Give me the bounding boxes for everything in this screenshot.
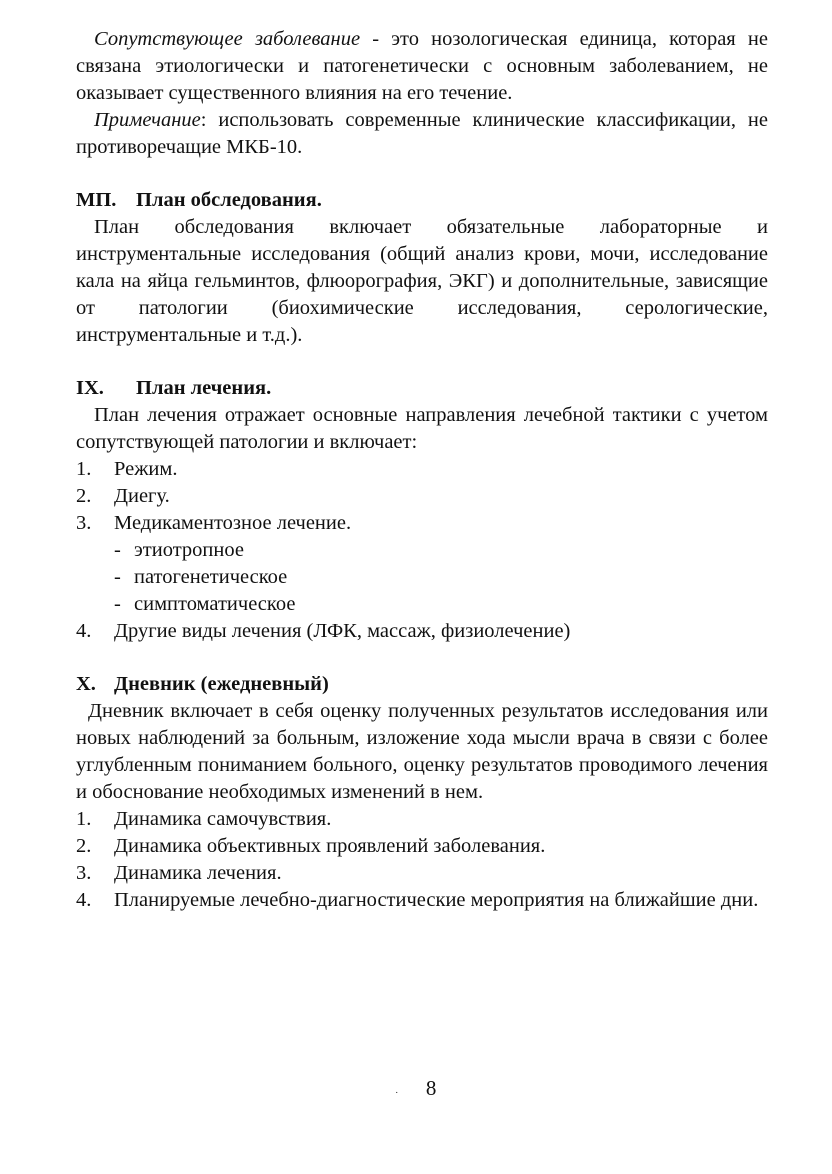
note-paragraph <box>76 107 768 161</box>
note-text: : использовать современные клинические классификации, не противоречащие МКБ-10. <box>76 109 768 158</box>
spacer <box>76 645 768 671</box>
section-9-heading <box>76 375 768 402</box>
section-10-heading <box>76 671 768 698</box>
concomitant-paragraph <box>76 26 768 107</box>
sublist-item: - симптоматическое <box>114 593 296 615</box>
section-10-title: Дневник (ежедневный) <box>114 673 329 695</box>
spacer <box>76 161 768 187</box>
page-number: 8 <box>425 1076 437 1100</box>
section-10-number: X. <box>76 673 96 695</box>
concomitant-text: - это нозологическая единица, которая не связана этиологически и патогенетически с основным заболеванием, не оказывает существенного влияния на его течение. <box>76 28 768 104</box>
sublist-item: - этиотропное <box>114 539 244 561</box>
section-8-title: План обследования. <box>136 189 322 211</box>
medication-sublist <box>76 537 768 618</box>
section-9-number: IX. <box>76 377 104 399</box>
sublist-item: - патогенетическое <box>114 566 288 588</box>
note-term: Примечание <box>94 109 201 131</box>
spacer <box>76 349 768 375</box>
diary-list <box>76 806 768 914</box>
list-item: 1. Динамика самочувствия. <box>76 808 332 830</box>
section-8-text: План обследования включает обязательные лабораторные и инструментальные исследования (общий анализ крови, мочи, исследование кала на яйца гельминтов, флюорография, ЭКГ) и дополнительные, зависящие от патологии (биохимические исследования, серологические, инструментальные и т.д.). <box>76 216 768 346</box>
page-footer <box>0 1075 832 1104</box>
section-10-text: Дневник включает в себя оценку полученных результатов исследования или новых наблюдений за больным, изложение хода мысли врача в связи с более углубленным пониманием больного, оценку результатов проводимого лечения и обоснование необходимых изменений в нем. <box>76 700 768 803</box>
list-item: 3. Динамика лечения. <box>76 862 282 884</box>
list-item: 1. Режим. <box>76 458 178 480</box>
list-item: 4. Планируемые лечебно-диагностические мероприятия на ближайшие дни. <box>76 889 759 911</box>
footer-dot: . <box>395 1085 398 1095</box>
section-8-number: МП. <box>76 189 117 211</box>
section-9-text: План лечения отражает основные направления лечебной тактики с учетом сопутствующей патологии и включает: <box>76 404 768 453</box>
list-item: 2. Диегу. <box>76 485 170 507</box>
list-item: 4. Другие виды лечения (ЛФК, массаж, физиолечение) <box>76 620 571 642</box>
list-item: 2. Динамика объективных проявлений заболевания. <box>76 835 546 857</box>
section-8-heading <box>76 187 768 214</box>
list-item: 3. Медикаментозное лечение. <box>76 512 352 534</box>
concomitant-term: Сопутствующее заболевание <box>94 28 361 50</box>
treatment-list-continued <box>76 618 768 645</box>
treatment-list <box>76 456 768 537</box>
section-9-title: План лечения. <box>136 377 272 399</box>
document-page <box>76 26 768 914</box>
